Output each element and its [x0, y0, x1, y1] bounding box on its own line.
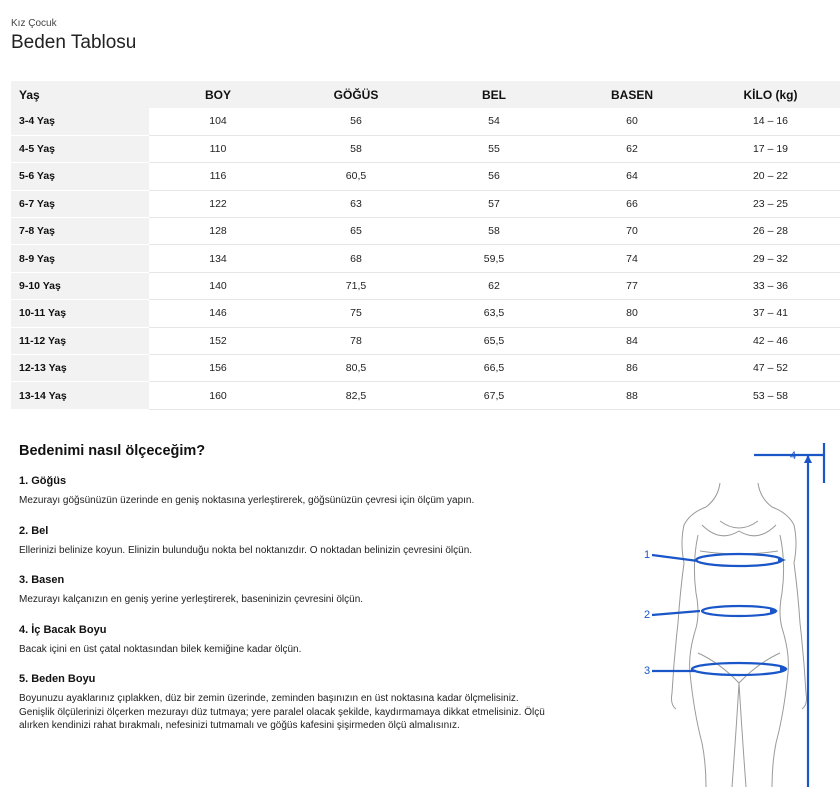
guide-step-text: Boyunuzu ayaklarınız çıplakken, düz bir zemin üzerinde, zeminden başınızın en üst noktasına kadar ölçmelisiniz. Genişlik ölçülerinizi ölçerken mezurayı düz tutmaya; yere paralel olacak şekilde, kaydırmamaya dikkat etmelisiniz. Ölçü alırken kendinizi rahat bırakmalı, nefesinizi tutmamalı ve göğüs kafesini şişirmeden ölçü almalısınız. [19, 693, 545, 731]
body-outline-collar [720, 521, 758, 528]
body-outline-inner-left-leg [732, 683, 739, 787]
cell-chest: 78 [287, 327, 425, 354]
cell-height: 104 [149, 108, 287, 135]
cell-hip: 84 [563, 327, 701, 354]
cell-age: 9-10 Yaş [11, 272, 149, 299]
cell-weight: 42 – 46 [701, 327, 840, 354]
table-row [11, 135, 840, 162]
cell-age: 10-11 Yaş [11, 300, 149, 327]
cell-age: 3-4 Yaş [11, 108, 149, 135]
cell-age: 11-12 Yaş [11, 327, 149, 354]
body-outline-inner-right-leg [739, 683, 746, 787]
table-row [11, 300, 840, 327]
table-row [11, 355, 840, 382]
cell-hip: 62 [563, 135, 701, 162]
cell-age: 12-13 Yaş [11, 355, 149, 382]
cell-weight: 17 – 19 [701, 135, 840, 162]
body-outline-right-leg [772, 673, 788, 787]
cell-age: 7-8 Yaş [11, 218, 149, 245]
label-height: 4 [790, 450, 797, 462]
cell-hip: 86 [563, 355, 701, 382]
guide-step-text: Mezurayı kalçanızın en geniş yerine yerleştirerek, baseninizin çevresini ölçün. [19, 594, 364, 605]
cell-waist: 57 [425, 190, 563, 217]
guide-step-title: 4. İç Bacak Boyu [19, 623, 107, 636]
cell-hip: 70 [563, 218, 701, 245]
cell-weight: 26 – 28 [701, 218, 840, 245]
column-header-height: BOY [149, 81, 287, 108]
cell-chest: 65 [287, 218, 425, 245]
body-outline-left-arm [672, 563, 685, 709]
table-row [11, 218, 840, 245]
cell-height: 122 [149, 190, 287, 217]
column-header-age: Yaş [11, 81, 149, 108]
guide-step-text: Ellerinizi belinize koyun. Elinizin bulunduğu nokta bel noktanızdır. O noktadan belinizin çevresini ölçün. [19, 544, 473, 556]
cell-weight: 23 – 25 [701, 190, 840, 217]
cell-height: 140 [149, 272, 287, 299]
cell-weight: 33 – 36 [701, 272, 840, 299]
body-outline-top-neckline [702, 525, 776, 536]
waist-measure-ring [702, 606, 776, 616]
cell-chest: 75 [287, 300, 425, 327]
cell-weight: 20 – 22 [701, 163, 840, 190]
chest-arrow-icon [778, 557, 786, 563]
cell-weight: 37 – 41 [701, 300, 840, 327]
hip-measure-ring [692, 663, 786, 675]
body-outline-briefs [698, 653, 780, 683]
cell-waist: 66,5 [425, 355, 563, 382]
chest-pointer-line [652, 555, 698, 561]
body-figure-svg [640, 443, 840, 787]
measurement-guide [19, 443, 549, 750]
guide-title: Bedenimi nasıl ölçeceğim? [19, 443, 206, 459]
guide-step-text: Bacak içini en üst çatal noktasından bilek kemiğine kadar ölçün. [19, 643, 302, 655]
waist-pointer-line [652, 611, 700, 615]
guide-step-text: Mezurayı göğsünüzün üzerinde en geniş noktasına yerleştirerek, göğsünüzün çevresi için ölçüm yapın. [19, 495, 475, 506]
cell-age: 13-14 Yaş [11, 382, 149, 409]
guide-step-title: 2. Bel [19, 524, 49, 537]
table-row [11, 272, 840, 299]
column-header-waist: BEL [425, 81, 563, 108]
table-row [11, 245, 840, 272]
cell-chest: 80,5 [287, 355, 425, 382]
category-subtitle: Kız Çocuk [11, 18, 57, 29]
body-measurement-figure [640, 443, 840, 787]
table-row [11, 108, 840, 135]
cell-weight: 29 – 32 [701, 245, 840, 272]
cell-age: 4-5 Yaş [11, 135, 149, 162]
cell-waist: 59,5 [425, 245, 563, 272]
body-outline-right-arm [794, 563, 807, 709]
cell-waist: 56 [425, 163, 563, 190]
cell-waist: 58 [425, 218, 563, 245]
cell-age: 5-6 Yaş [11, 163, 149, 190]
cell-height: 110 [149, 135, 287, 162]
table-row [11, 382, 840, 409]
chest-measure-ring [696, 554, 782, 566]
cell-chest: 60,5 [287, 163, 425, 190]
table-row [11, 163, 840, 190]
cell-hip: 60 [563, 108, 701, 135]
cell-hip: 88 [563, 382, 701, 409]
cell-weight: 53 – 58 [701, 382, 840, 409]
cell-waist: 63,5 [425, 300, 563, 327]
guide-step-title: 3. Basen [19, 574, 65, 586]
column-header-hip: BASEN [563, 81, 701, 108]
cell-hip: 77 [563, 272, 701, 299]
cell-waist: 65,5 [425, 327, 563, 354]
cell-chest: 68 [287, 245, 425, 272]
cell-chest: 56 [287, 108, 425, 135]
size-table [11, 81, 840, 410]
cell-height: 152 [149, 327, 287, 354]
cell-waist: 54 [425, 108, 563, 135]
guide-step-title: 1. Göğüs [19, 475, 67, 487]
column-header-weight: KİLO (kg) [701, 81, 840, 108]
cell-chest: 63 [287, 190, 425, 217]
cell-height: 116 [149, 163, 287, 190]
cell-hip: 64 [563, 163, 701, 190]
body-outline-right-torso [780, 535, 788, 673]
cell-age: 6-7 Yaş [11, 190, 149, 217]
height-arrow-up-icon [804, 455, 812, 463]
cell-chest: 82,5 [287, 382, 425, 409]
cell-weight: 47 – 52 [701, 355, 840, 382]
guide-step-title: 5. Beden Boyu [19, 673, 96, 685]
table-row [11, 190, 840, 217]
cell-weight: 14 – 16 [701, 108, 840, 135]
cell-waist: 67,5 [425, 382, 563, 409]
label-chest: 1 [644, 549, 651, 561]
cell-chest: 58 [287, 135, 425, 162]
table-header-row [11, 81, 840, 108]
cell-waist: 55 [425, 135, 563, 162]
body-outline-left-torso [690, 535, 698, 673]
cell-height: 134 [149, 245, 287, 272]
table-row [11, 327, 840, 354]
cell-waist: 62 [425, 272, 563, 299]
label-hip: 3 [644, 665, 651, 677]
label-waist: 2 [644, 609, 651, 621]
cell-hip: 74 [563, 245, 701, 272]
page-header [11, 18, 136, 54]
cell-hip: 80 [563, 300, 701, 327]
cell-chest: 71,5 [287, 272, 425, 299]
column-header-chest: GÖĞÜS [287, 81, 425, 108]
cell-height: 160 [149, 382, 287, 409]
cell-height: 146 [149, 300, 287, 327]
cell-hip: 66 [563, 190, 701, 217]
cell-height: 128 [149, 218, 287, 245]
cell-height: 156 [149, 355, 287, 382]
page-title: Beden Tablosu [11, 32, 137, 53]
cell-age: 8-9 Yaş [11, 245, 149, 272]
body-outline-left-leg [690, 673, 706, 787]
